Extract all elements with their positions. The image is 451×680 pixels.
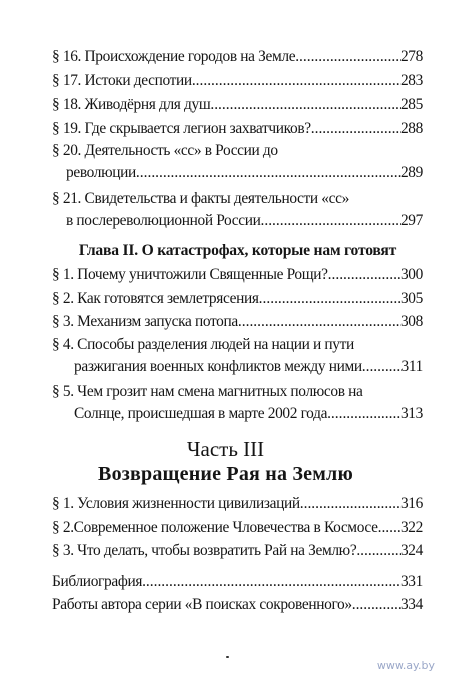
toc-line (52, 571, 423, 593)
watermark: www.ay.by (376, 659, 435, 672)
toc-entry-title: революции (66, 164, 136, 181)
toc-page-number: 300 (400, 266, 423, 283)
toc-entry-title: Библиография (52, 573, 143, 590)
toc-entry-works (52, 594, 423, 616)
toc-line (52, 311, 423, 333)
toc-entry-title: § 1. Почему уничтожили Священные Рощи? (52, 266, 328, 283)
toc-page-number: 283 (400, 72, 423, 89)
dot-leader (327, 403, 401, 425)
toc-entry-title: § 18. Живодёрня для душ (52, 96, 211, 113)
dot-leader (328, 264, 401, 286)
toc-entry-title: § 17. Истоки деспотии (52, 72, 192, 89)
toc-entry-c2s1 (52, 264, 423, 286)
toc-line (52, 118, 423, 140)
toc-entry-title: § 2. Как готовятся землетрясения (52, 290, 259, 307)
toc-line (52, 288, 423, 310)
toc-entry-s20 (52, 140, 423, 184)
toc-entry-title: § 19. Где скрывается легион захватчиков? (52, 120, 311, 137)
dot-leader (259, 288, 401, 310)
toc-entry-s19 (52, 118, 423, 140)
toc-page-number: 324 (400, 542, 423, 559)
toc-page-number: 288 (400, 120, 423, 137)
toc-entry-title: § 3. Что делать, чтобы возвратить Рай на Землю? (52, 542, 357, 559)
toc-page-number: 311 (401, 358, 423, 375)
part-title: Часть III (186, 437, 265, 461)
dot-leader (356, 540, 401, 562)
toc-line (52, 517, 423, 539)
toc-page-number: 278 (400, 48, 423, 65)
toc-entry-bibliography (52, 571, 423, 593)
toc-entry-title: в послереволюционной России (66, 212, 261, 229)
toc-page-number: 334 (400, 596, 423, 613)
toc-line (52, 594, 423, 616)
toc-line: § 20. Деятельность «сс» в России до (52, 142, 278, 159)
toc-line (52, 540, 423, 562)
dot-leader (238, 311, 401, 333)
dot-leader (362, 356, 402, 378)
toc-entry-c2s5 (52, 381, 423, 425)
toc-entry-title: § 3. Механизм запуска потопа (52, 313, 238, 330)
toc-page-number: 316 (400, 495, 423, 512)
toc-line (52, 493, 423, 515)
toc-entry-title: Солнце, происшедшая в марте 2002 года (74, 405, 328, 422)
toc-line (52, 210, 423, 232)
dot-leader (261, 210, 401, 232)
toc-line (52, 403, 423, 425)
toc-page-number: 289 (400, 164, 423, 181)
toc-entry-title: § 16. Происхождение городов на Земле (52, 48, 296, 65)
dot-leader (142, 571, 401, 593)
dot-leader (311, 118, 401, 140)
toc-line: § 21. Свидетельства и факты деятельности «сс» (52, 190, 349, 207)
dot-leader (210, 94, 401, 116)
toc-line (52, 264, 423, 286)
toc-entry-title: § 1. Условия жизненности цивилизаций (52, 495, 300, 512)
dot-leader (136, 162, 401, 184)
toc-line (52, 162, 423, 184)
toc-line: § 4. Способы разделения людей на нации и пути (52, 336, 354, 353)
toc-page-number: 308 (400, 313, 423, 330)
toc-page-number: 297 (400, 212, 423, 229)
toc-entry-s16 (52, 46, 423, 68)
toc-page-number: 285 (400, 96, 423, 113)
toc-page-number: 313 (400, 405, 423, 422)
dot-leader (300, 493, 401, 515)
dot-leader (295, 46, 401, 68)
toc-entry-s17 (52, 70, 423, 92)
toc-page-number: 331 (400, 573, 423, 590)
toc-entry-s18 (52, 94, 423, 116)
dot-leader (378, 517, 401, 539)
toc-entry-p3s3 (52, 540, 423, 562)
toc-entry-title: разжигания военных конфликтов между ними (74, 358, 362, 375)
toc-line (52, 94, 423, 116)
print-speck (226, 656, 229, 658)
dot-leader (192, 70, 401, 92)
toc-page-number: 322 (400, 519, 423, 536)
toc-line (52, 70, 423, 92)
dot-leader (352, 594, 401, 616)
toc-entry-title: Работы автора серии «В поисках сокровенного» (52, 596, 352, 613)
toc-line (52, 46, 423, 68)
toc-entry-s21 (52, 188, 423, 232)
toc-entry-c2s2 (52, 288, 423, 310)
toc-entry-c2s3 (52, 311, 423, 333)
toc-entry-c2s4 (52, 334, 423, 378)
toc-entry-p3s1 (52, 493, 423, 515)
toc-line: § 5. Чем грозит нам смена магнитных полюсов на (52, 383, 363, 400)
part-subtitle: Возвращение Рая на Землю (98, 463, 353, 485)
toc-line (52, 356, 423, 378)
toc-entry-p3s2 (52, 517, 423, 539)
chapter-heading: Глава II. О катастрофах, которые нам готовят (78, 242, 397, 259)
toc-entry-title: § 2.Современное положение Чловечества в Космосе (52, 519, 378, 536)
toc-page-number: 305 (400, 290, 423, 307)
